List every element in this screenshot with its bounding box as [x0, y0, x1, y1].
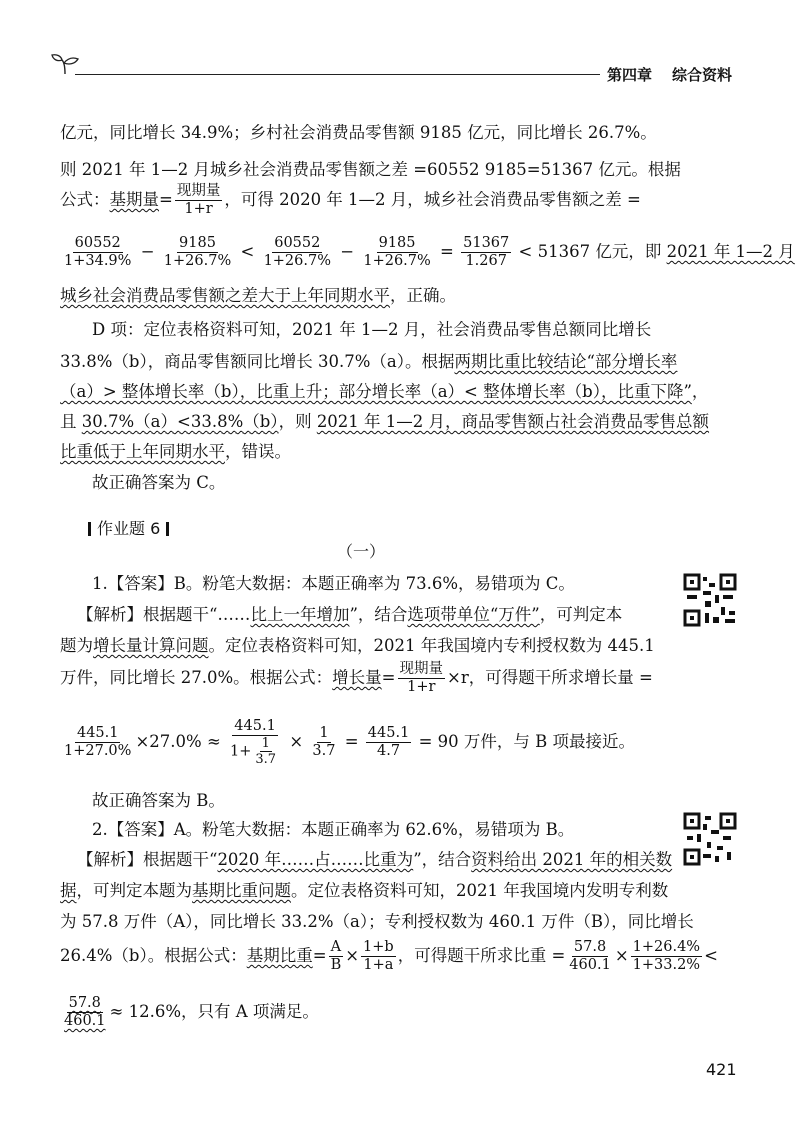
fraction: $\frac{51367}{1.267}$	[463, 235, 510, 269]
header-section: 综合资料	[672, 66, 733, 84]
fraction: $\frac{9185}{1+26.7\%}$	[363, 235, 431, 269]
fraction: 445.1 1+ $\frac{1}{3.7}$	[230, 718, 277, 767]
fraction: $\frac{445.1}{4.7}$	[367, 725, 410, 759]
homework-heading: 作业题 6	[88, 516, 169, 539]
sprout-icon	[50, 52, 80, 76]
text-line: 1.【答案】B。粉笔大数据：本题正确率为 73.6%，易错项为 C。	[92, 574, 575, 593]
text-line: 为 57.8 万件（A），同比增长 33.2%（a）；专利授权数为 460.1 万件（B），同比增长	[60, 912, 694, 931]
text-line: 【解析】根据题干“2020 年……占……比重为”，结合资料给出 2021 年的相关数	[77, 850, 673, 869]
text-line: 2.【答案】A。粉笔大数据：本题正确率为 62.6%，易错项为 B。	[92, 820, 575, 839]
text-line: （a）> 整体增长率（b），比重上升；部分增长率（a）< 整体增长率（b），比重下降”，	[60, 382, 709, 401]
text-line: 万件，同比增长 27.0%。根据公式：增长量= $\frac{\text{现期量}}{1+r}$ ×r，可得题干所求增长量 =	[60, 661, 653, 695]
text-line: 故正确答案为 C。	[92, 473, 226, 492]
fraction: $\frac{A}{B}$	[330, 939, 342, 973]
text-line: 亿元，同比增长 34.9%；乡村社会消费品零售额 9185 亿元，同比增长 26.7%。	[60, 123, 657, 142]
fraction: $\frac{60552}{1+26.7\%}$	[263, 235, 332, 269]
page-number: 421	[706, 1060, 737, 1079]
header-rule	[75, 74, 600, 75]
text-line: 33.8%（b），商品零售额同比增长 30.7%（a）。根据两期比重比较结论“部分增长率	[60, 352, 678, 371]
fraction: $\frac{9185}{1+26.7\%}$	[163, 235, 232, 269]
formula-line: $\frac{57.8}{460.1}$ ≈ 12.6%，只有 A 项满足。	[64, 995, 319, 1029]
fraction: $\frac{445.1}{1+27.0\%}$	[64, 725, 132, 759]
formula-line: 26.4%（b）。根据公式：基期比重= $\frac{A}{B}$ × $\frac{1+b}{1+a}$ ，可得题干所求比重 = $\frac{57.8}{460.1}$ × $\frac{1+26.4\%}{1+33.2\%}$ <	[60, 939, 718, 973]
header-chapter: 第四章	[607, 66, 653, 84]
fraction: $\frac{57.8}{460.1}$	[64, 995, 106, 1029]
text-line: 故正确答案为 B。	[92, 791, 225, 810]
fraction: $\frac{\text{现期量}}{1+r}$	[399, 661, 443, 695]
text-line: 据，可判定本题为基期比重问题。定位表格资料可知，2021 年我国境内发明专利数	[60, 881, 669, 900]
text-line: 公式：基期量= $\frac{\text{现期量}}{1+r}$ ，可得 2020 年 1—2 月，城乡社会消费品零售额之差 =	[60, 183, 641, 217]
fraction: $\frac{\text{现期量}}{1+r}$	[176, 183, 221, 217]
fraction: $\frac{60552}{1+34.9\%}$	[64, 235, 132, 269]
text-line: 且 30.7%（a）<33.8%（b），则 2021 年 1—2 月，商品零售额占社会消费品零售总额	[60, 412, 710, 431]
fraction: $\frac{1}{3.7}$	[312, 725, 336, 759]
fraction: $\frac{1+b}{1+a}$	[363, 939, 394, 973]
fraction: $\frac{57.8}{460.1}$	[569, 939, 611, 973]
formula-line: $\frac{445.1}{1+27.0\%}$ ×27.0% ≈ 445.1 1+ $\frac{1}{3.7}$ × $\frac{1}{3.7}$ = $\frac{445.1}{4.7}$ = 90 万件，与 B 项最接近。	[64, 718, 635, 767]
fraction: $\frac{1+26.4\%}{1+33.2\%}$	[632, 939, 701, 973]
text-line: 则 2021 年 1—2 月城乡社会消费品零售额之差 =60552 9185=51367 亿元。根据	[60, 160, 681, 179]
text-line: D 项：定位表格资料可知，2021 年 1—2 月，社会消费品零售总额同比增长	[92, 320, 652, 339]
text-line: 比重低于上年同期水平，错误。	[60, 442, 291, 461]
formula-line: $\frac{60552}{1+34.9\%}$ − $\frac{9185}{1+26.7\%}$ < $\frac{60552}{1+26.7\%}$ − $\frac{9185}{1+26.7\%}$ = $\frac{51367}{1.267}$ < 51367 亿元，即 2021 年 1—2 月	[64, 235, 795, 269]
text-line: 【解析】根据题干“……比上一年增加”，结合选项带单位“万件”，可判定本	[77, 605, 623, 624]
text-line: 题为增长量计算问题。定位表格资料可知，2021 年我国境内专利授权数为 445.1	[60, 636, 655, 655]
subsection-heading: （一）	[337, 542, 386, 561]
text-line: 城乡社会消费品零售额之差大于上年同期水平，正确。	[60, 286, 456, 305]
